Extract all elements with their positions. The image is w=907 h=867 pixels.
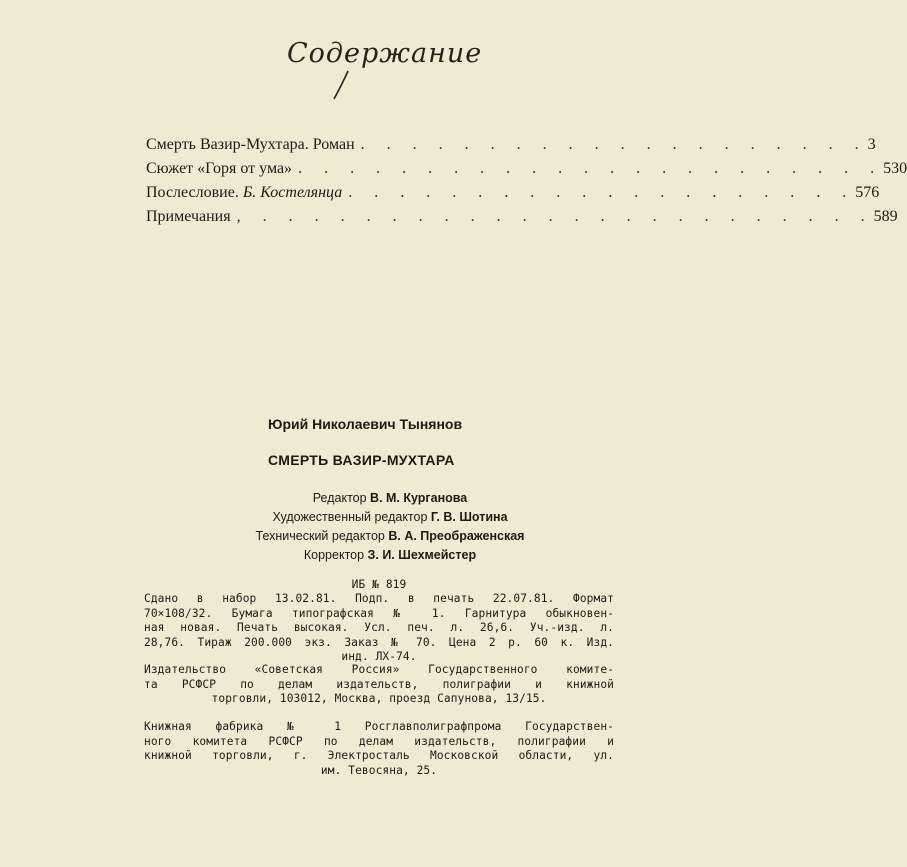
toc-leader: . . . . . . . . . . . . . . . . . . . . <box>348 184 856 201</box>
toc-entry-author: Б. Костелянца <box>242 184 343 201</box>
toc-entry-title: Сюжет «Горя от ума» <box>146 160 293 177</box>
staff-role: Художественный редактор <box>272 510 428 524</box>
heading-flourish-icon <box>332 70 350 100</box>
production-details <box>144 592 614 665</box>
production-line: 28,76. Тираж 200.000 экз. Заказ № 70. Цена 2 р. 60 к. Изд. <box>144 635 614 649</box>
ib-number: ИБ № 819 <box>351 578 407 591</box>
printer-details <box>144 720 614 778</box>
staff-role: Технический редактор <box>255 529 385 543</box>
book-author: Юрий Николаевич Тынянов <box>268 416 463 432</box>
toc-entry-title <box>146 184 342 202</box>
toc-entry-title-text: Послесловие. <box>146 184 243 201</box>
toc-entry-page: 3 <box>867 136 876 153</box>
staff-name: В. М. Курганова <box>370 491 468 505</box>
toc-leader: , . . . . . . . . . . . . . . . . . . . . . . . . <box>236 208 874 225</box>
toc-leader: . . . . . . . . . . . . . . . . . . . . <box>360 136 868 153</box>
toc-entry-title: Смерть Вазир-Мухтара. Роман <box>146 136 355 153</box>
toc-entry-page: 530 <box>883 160 907 177</box>
staff-line <box>210 508 570 527</box>
toc-entry-page: 576 <box>855 184 880 201</box>
printer-line: им. Тевосяна, 25. <box>320 763 438 777</box>
publisher-details <box>144 663 614 707</box>
publisher-line: Издательство «Советская Россия» Государственного комите- <box>144 663 614 676</box>
staff-line <box>210 489 570 508</box>
staff-line <box>210 546 570 565</box>
toc-leader: . . . . . . . . . . . . . . . . . . . . . . . <box>298 160 884 177</box>
toc-entry[interactable] <box>146 184 880 208</box>
toc-entry-page: 589 <box>873 208 898 225</box>
toc-entry[interactable] <box>146 208 898 232</box>
publisher-line: торговли, 103012, Москва, проезд Сапунова, 13/15. <box>211 692 547 705</box>
table-of-contents <box>146 136 907 232</box>
toc-entry-title: Примечания <box>146 208 231 225</box>
production-line: Сдано в набор 13.02.81. Подп. в печать 22.07.81. Формат <box>144 592 614 605</box>
toc-entry[interactable] <box>146 136 876 160</box>
staff-name: В. А. Преображенская <box>388 529 525 543</box>
book-title: СМЕРТЬ ВАЗИР-МУХТАРА <box>268 452 455 468</box>
staff-role: Редактор <box>312 491 367 505</box>
staff-name: Г. В. Шотина <box>430 510 508 524</box>
publisher-line: та РСФСР по делам издательств, полиграфии и книжной <box>144 677 614 691</box>
production-line: 70×108/32. Бумага типографская № 1. Гарнитура обыкновен- <box>144 606 614 620</box>
staff-name: З. И. Шехмейстер <box>367 548 477 562</box>
toc-entry[interactable] <box>146 160 907 184</box>
staff-role: Корректор <box>303 548 365 562</box>
production-line: инд. ЛХ-74. <box>341 650 417 663</box>
toc-heading: Содержание <box>287 38 483 69</box>
production-line: ная новая. Печать высокая. Усл. печ. л. 26,6. Уч.-изд. л. <box>144 621 614 634</box>
staff-line <box>210 527 570 546</box>
printer-line: Книжная фабрика № 1 Росглавполиграфпрома Государствен- <box>144 720 614 733</box>
printer-line: ного комитета РСФСР по делам издательств, полиграфии и <box>144 734 614 748</box>
editorial-staff <box>210 489 570 565</box>
printer-line: книжной торговли, г. Электросталь Московской области, ул. <box>144 749 614 762</box>
